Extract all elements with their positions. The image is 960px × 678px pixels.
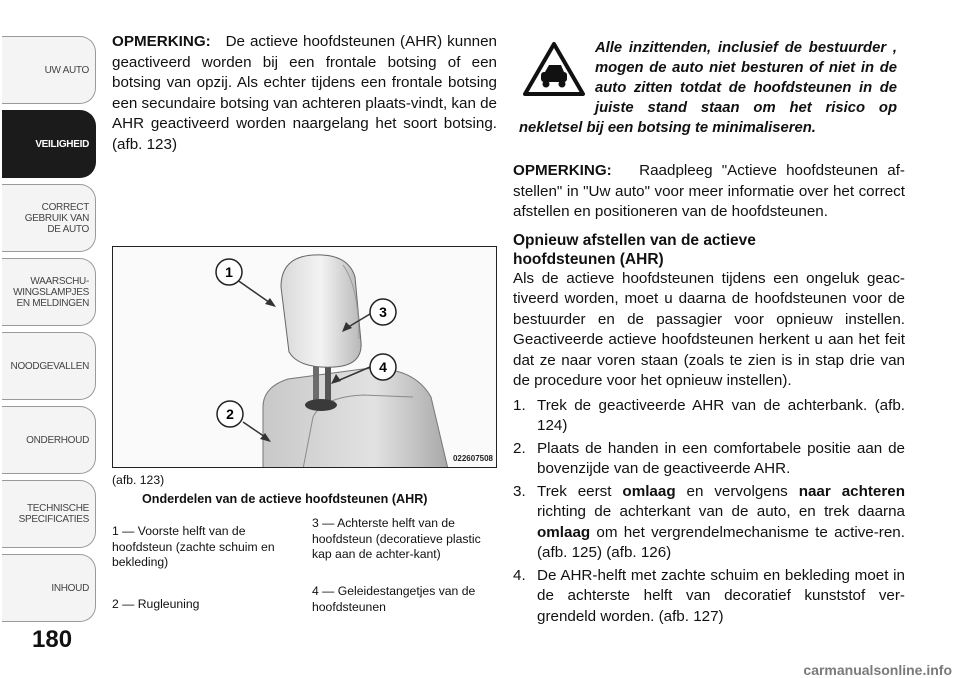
tab-onderhoud[interactable] — [2, 406, 96, 474]
note-text: Raadpleeg "Actieve hoofdsteunen af-stellen" in "Uw auto" voor meer informatie over het correct afstellen en positioneren van de hoofdsteunen. — [513, 162, 905, 220]
headrest-figure — [112, 246, 497, 468]
tab-inhoud[interactable] — [2, 554, 96, 622]
warning-box — [519, 38, 897, 138]
figure-ref: (afb. 123) — [112, 473, 165, 487]
legend-item-3: 3 — Achterste helft van de hoofdsteun (decoratieve plastic kap aan de achter-kant) — [312, 516, 481, 561]
step-item — [513, 439, 905, 480]
step-emph: naar achteren — [798, 482, 906, 500]
note-label: OPMERKING: — [513, 162, 612, 179]
tab-correct-gebruik[interactable] — [2, 184, 96, 252]
step-text-a: Trek eerst — [537, 482, 612, 500]
right-column — [513, 161, 905, 629]
step-number: 2. — [513, 439, 526, 457]
note-text: De actieve hoofdsteunen (AHR) kunnen geactiveerd worden bij een frontale botsing of een botsing van opzij. Als echter tijdens een frontale botsing een secundaire botsing van achteren plaats-vindt, kan de AHR geactiveerd worden naargelang het soort botsing. (afb. 123) — [112, 33, 498, 153]
callout-4: 4 — [379, 359, 387, 375]
warning-triangle-icon — [519, 38, 589, 100]
step-emph: omlaag — [622, 482, 676, 500]
right-note — [513, 161, 905, 223]
step-text-e: richting de achterkant van de auto, en trek daarna — [537, 503, 905, 520]
section-intro: Als de actieve hoofdsteunen tijdens een ongeluk geac-tiveerd worden, moet u daarna de hoofdsteunen voor de bestuurder en de passagier voor opnieuw instellen. Geactiveerde actieve hoofdsteunen herkent u aan het feit dat ze naar voren staan (zoals te zien is in stap drie van de procedure voor het opnieuw instellen). — [513, 269, 905, 389]
tab-veiligheid[interactable] — [2, 110, 96, 178]
step-text: Trek de geactiveerde AHR van de achterbank. (afb. 124) — [537, 396, 905, 434]
left-note — [112, 32, 497, 155]
step-number: 1. — [513, 396, 526, 414]
step-item — [513, 396, 905, 437]
headrest-illustration — [113, 247, 497, 468]
step-text: Plaats de handen in een comfortabele positie aan de bovenzijde van de geactiveerde AHR. — [537, 439, 905, 477]
tab-technische-specificaties[interactable] — [2, 480, 96, 548]
callout-2: 2 — [226, 406, 234, 422]
tab-label: NOODGEVALLEN — [10, 360, 89, 372]
figure-code: 022607508 — [452, 454, 493, 463]
tab-label: UW AUTO — [44, 64, 89, 76]
callout-1: 1 — [225, 264, 233, 280]
legend-item-4: 4 — Geleidestangetjes van de hoofdsteunen — [312, 584, 476, 614]
warning-text: Alle inzittenden, inclusief de bestuurder , mogen de auto niet besturen of niet in de auto zitten totdat de hoofdsteunen in de juiste stand staan om het risico op nekletsel bij een botsing te minimaliseren. — [519, 40, 897, 136]
step-text: De AHR-helft met zachte schuim en bekleding moet in de achterste helft van decoratief kunststof ver-grendeld worden. (afb. 127) — [537, 566, 905, 625]
tab-uw-auto[interactable] — [2, 36, 96, 104]
legend-item-1: 1 — Voorste helft van de hoofdsteun (zachte schuim en bekleding) — [112, 524, 275, 569]
figure-title: Onderdelen van de actieve hoofdsteunen (AHR) — [142, 492, 428, 506]
step-item — [513, 566, 905, 628]
tab-label: WAARSCHU- WINGSLAMPJES EN MELDINGEN — [13, 275, 89, 309]
tab-waarschuwingslampjes[interactable] — [2, 258, 96, 326]
step-number: 3. — [513, 482, 526, 500]
legend-item-2: 2 — Rugleuning — [112, 597, 200, 611]
watermark: carmanualsonline.info — [803, 662, 952, 678]
step-emph: omlaag — [537, 523, 591, 541]
step-text-g: om het vergrendelmechanisme te active-ren. (afb. 125) (afb. 126) — [537, 523, 905, 561]
note-label: OPMERKING: — [112, 33, 211, 50]
section-heading: Opnieuw afstellen van de actieve hoofdsteunen (AHR) — [513, 231, 756, 268]
tab-label: ONDERHOUD — [26, 434, 89, 446]
steps-list — [513, 396, 905, 628]
page-number: 180 — [32, 626, 73, 653]
tab-label: VEILIGHEID — [35, 138, 89, 150]
tab-label: CORRECT GEBRUIK VAN DE AUTO — [24, 201, 89, 235]
step-number: 4. — [513, 566, 526, 584]
tab-label: INHOUD — [51, 582, 89, 594]
step-text-c: en vervolgens — [686, 482, 788, 500]
callout-3: 3 — [379, 304, 387, 320]
tab-noodgevallen[interactable] — [2, 332, 96, 400]
tab-label: TECHNISCHE SPECIFICATIES — [18, 503, 89, 525]
step-item — [513, 482, 905, 564]
